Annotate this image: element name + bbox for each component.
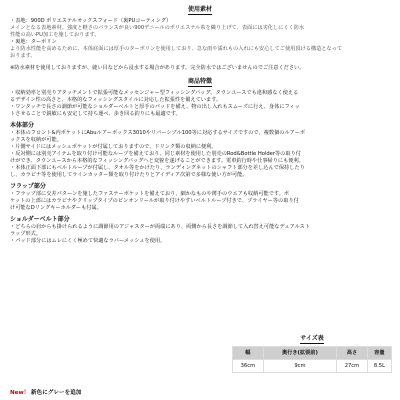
shoulder-heading: ショルダーベルト部分 [10, 216, 70, 223]
size-table-header-row [233, 347, 392, 360]
size-value-depth: 9cm [263, 360, 336, 373]
size-header-capacity: 容量 [367, 347, 391, 360]
new-color-note [10, 390, 81, 397]
material-line: より防水性能を高めるために、本体底面には厚手のターポリンを使用しており、急な雨や濡れもの入れにも安心してご使用頂ける構造となって [10, 46, 343, 52]
feature-line: るデザイン性の高さと、本格的なフィッシングスタイルに対応した拡張性を備えています。 [10, 97, 222, 103]
body-section [10, 130, 390, 179]
flap-line: ・フラップ部に交差パターンを施したファスナーポケットを備えており、細かなものや薄手のウエアも収納可能です。ポ [10, 191, 290, 197]
feature-line: ・ワンタッチで長さの調節が可能なショルダーベルトと厚手のパッドを備え、物の出し入れもスムーズに行え、身体にフィッ [10, 104, 300, 110]
waterproof-note: ※防水素材を使用しておりますが、縫い目などから浸水する場合があります。完全防水ではございませんのでご注意ください。 [10, 65, 305, 71]
size-header-depth: 奥行き(拡張前) [263, 347, 336, 360]
material-heading: 使用素材 [187, 6, 212, 13]
flap-section [10, 191, 390, 212]
feature-line: トさせることで鋭敏にも安定して持ち運べ、歩き回る釣りにも最適です。 [10, 111, 181, 117]
shoulder-line: ・パッド部分にはムレにくく極めて快適なラバーメッシュを使用。 [10, 238, 166, 244]
body-line: ックスを収納が可能。 [10, 137, 62, 143]
material-section [10, 18, 390, 72]
size-value-height: 27cm [337, 360, 368, 373]
shoulder-line: ラップ形式。 [10, 231, 42, 237]
features-heading: 商品特徴 [187, 78, 212, 85]
body-line: ・反対側には別売アイテムを取り付け可能なループを備えており、同じ素材を使用した別売のRod&Bottle Holder等の取り付 [10, 151, 301, 157]
features-section [10, 90, 390, 118]
body-line: ・本体のフロント&内ポケットにAbuルアーボックス3010やリバーシブル100等に対応するサイズですので、複数個のルアーボ [10, 130, 306, 136]
size-value-capacity: 8.5L [367, 360, 391, 373]
feature-line: ・収納効率と別売りアタッチメントで拡張可能なメッセンジャー型フィッシングバッグ。タウンユースでも違和感なく使える [10, 90, 299, 96]
shoulder-section [10, 224, 390, 245]
shoulder-line: ・どちらの肩からも掛けられるように調節用のアジャスターが両端にあり、両側から長さを調節して入れ替え可能なデュアルスト [10, 224, 311, 230]
body-line: し、カラビナ等を使用してラインカッター類を取り付けたりとアイディア次第で多様な使い方が可能。 [10, 172, 248, 178]
size-table [232, 346, 392, 373]
size-table-block [232, 335, 392, 373]
size-table-row [233, 360, 392, 373]
body-heading: 本体部分 [10, 122, 35, 129]
size-header-width: 幅 [233, 347, 264, 360]
size-table-title: サイズ表 [300, 335, 324, 342]
material-line: 性能の高いPU加工を施しております。 [10, 32, 100, 38]
material-line: ・裏地：ターポリン [10, 39, 57, 45]
body-line: ・片側サイドにはメッシュポケットが付属しておりますので、ドリンク類の収納に便利。 [10, 144, 217, 150]
new-badge: New！ [10, 390, 30, 396]
material-line: ・表地：900D ポリエステルオックスフォード（裏PUコーティング） [10, 18, 172, 24]
size-value-width: 36cm [233, 360, 264, 373]
material-line: メインとなる表地素材。強度と軽さのバランスが良い900デニールのポリエステル糸を織り上げて、表面には劣化しにくく防水 [10, 25, 305, 31]
material-line: おります。 [10, 53, 36, 59]
flap-heading: フラップ部分 [10, 183, 46, 190]
size-header-height: 高さ [337, 347, 368, 360]
body-line: ・本体正面下部にもベルトループが付属し、タオル等をかけたり、ランディングネットのシャフト部分を差し込んで保持したり [10, 165, 305, 171]
new-color-text: 新色にグレーを追加 [31, 390, 82, 396]
flap-line: け可能なDリングキーホルダーも付属。 [10, 205, 102, 211]
flap-line: ケットの上部にはカラビナやクリップタイプのピンオンリールが取り付けやすいベルトループ付きで、プライヤー等の取り付 [10, 198, 299, 204]
body-line: けができ、タウンユースから本格的なフィッシングバッグへと変貌を遂げることができます。電車釣行時や仕事帰りにも便利。 [10, 158, 304, 164]
